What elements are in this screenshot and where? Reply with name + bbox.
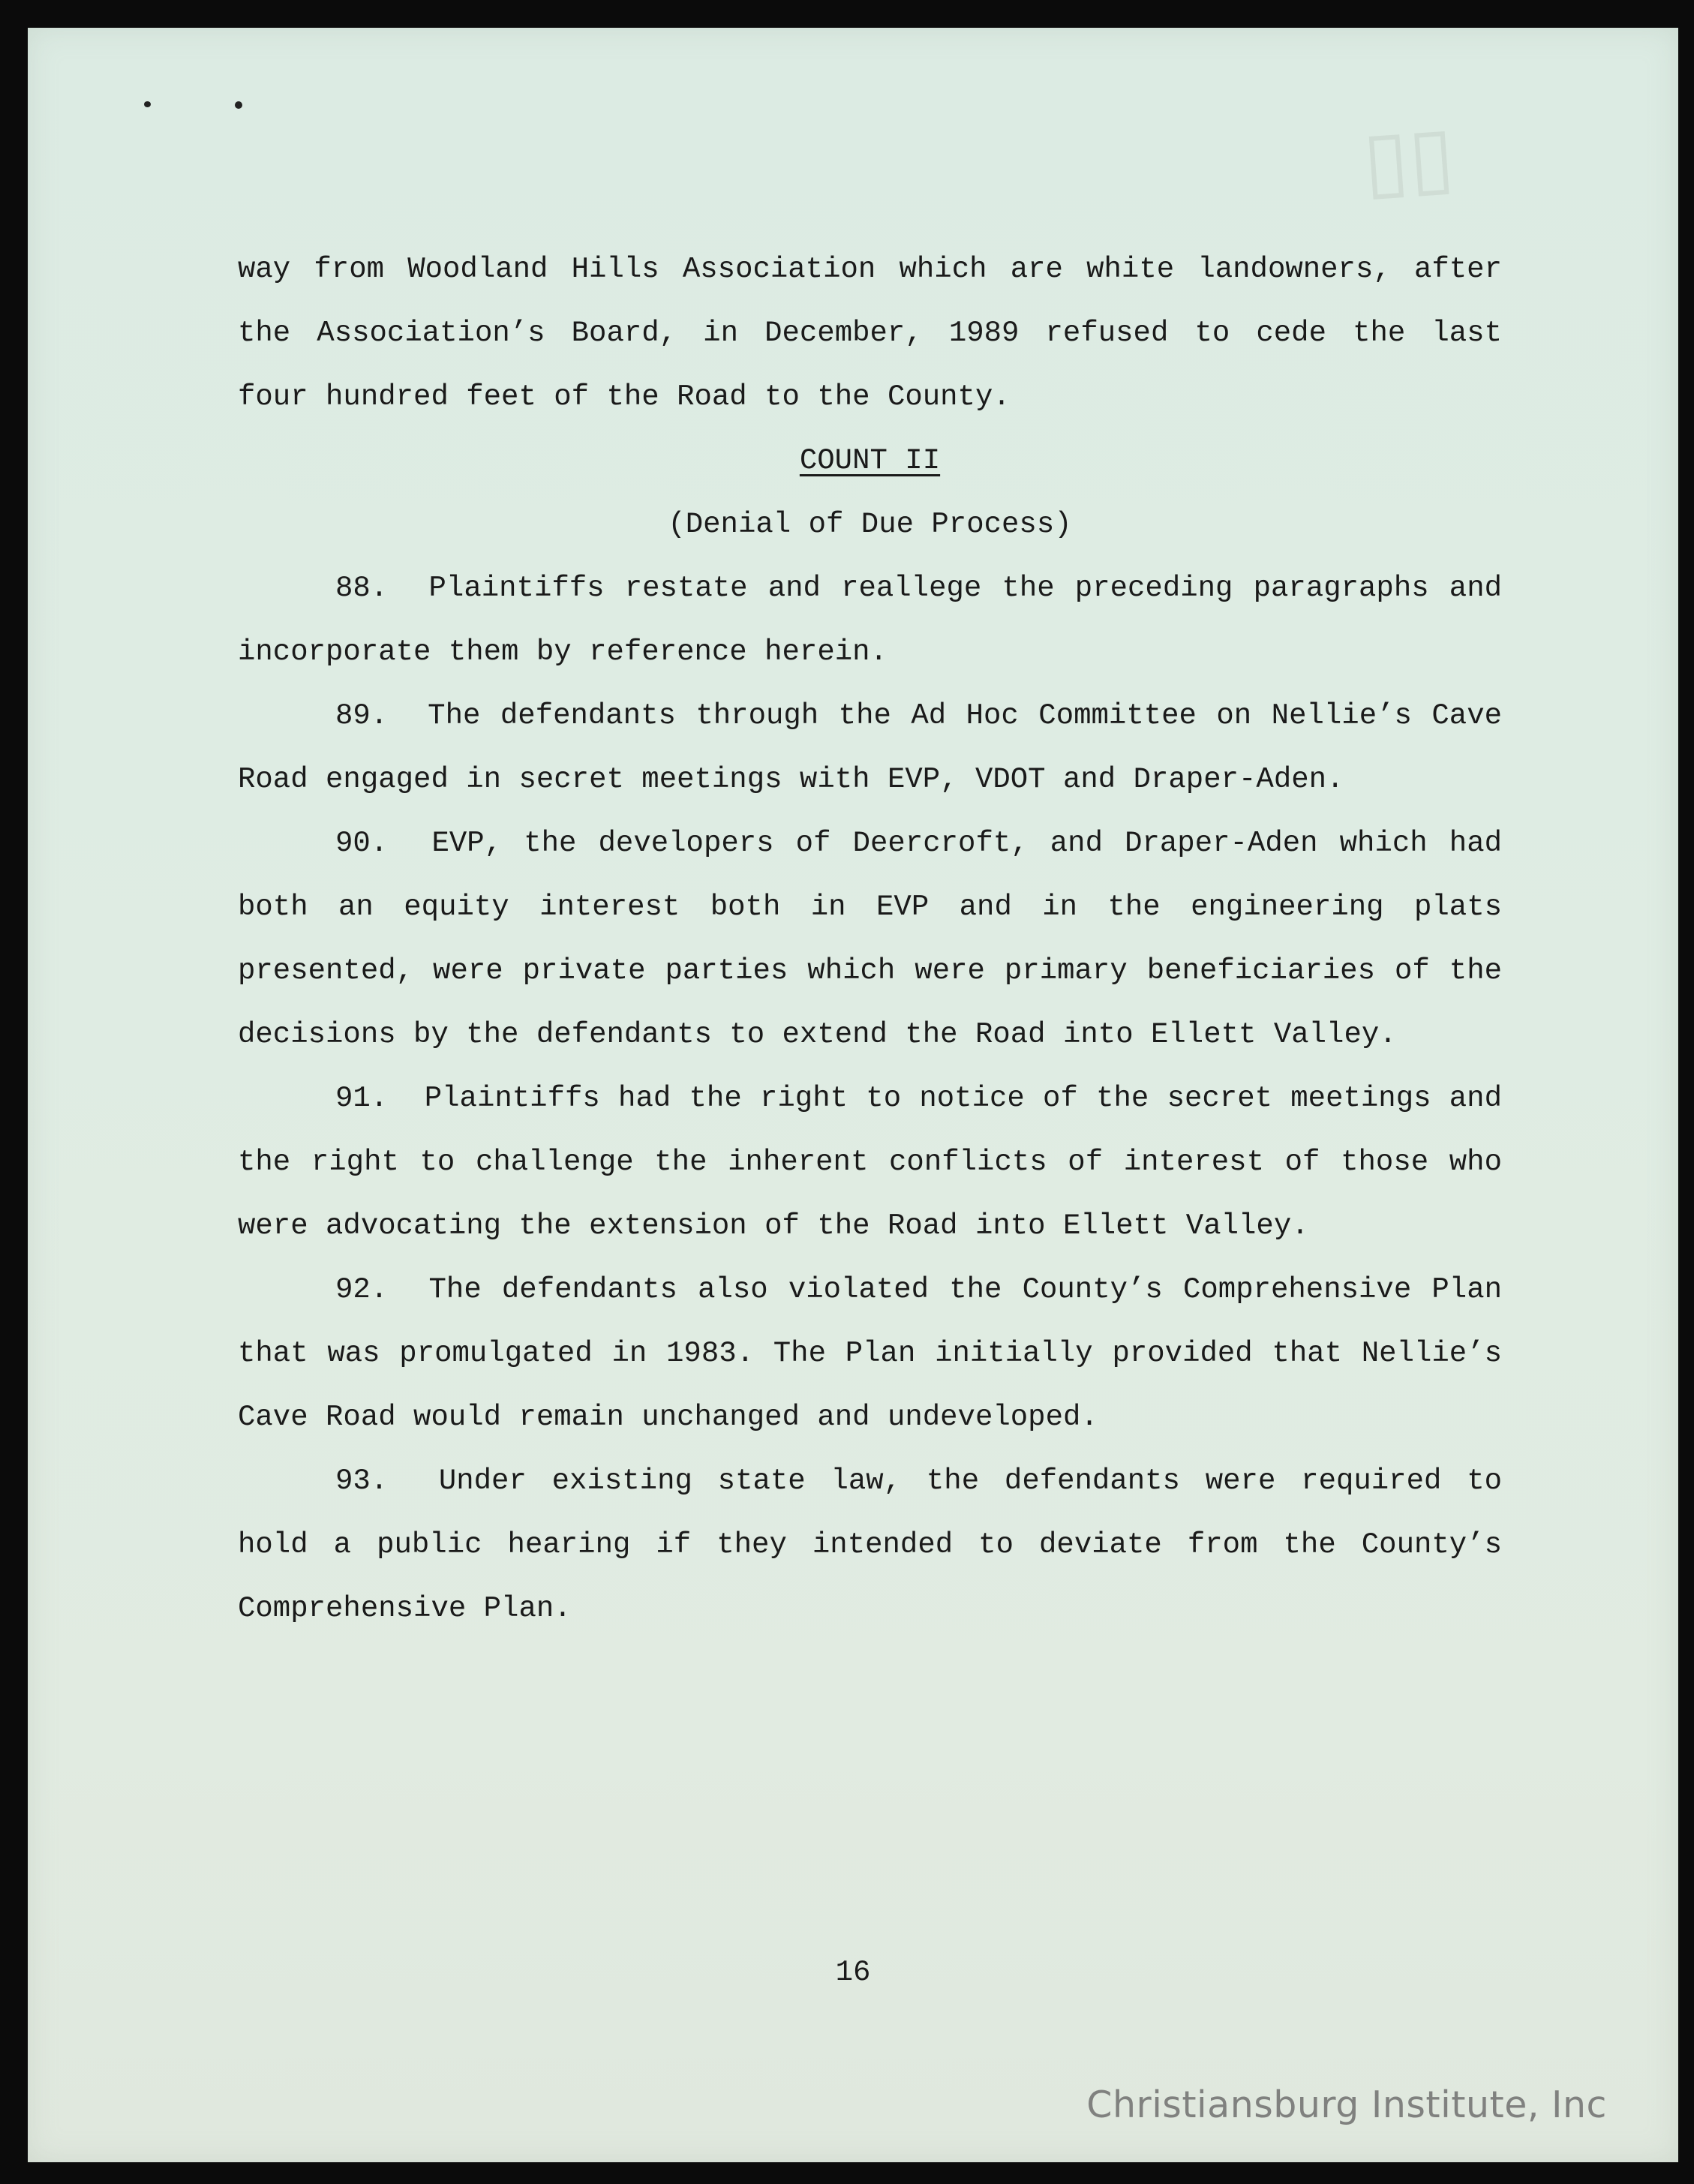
bleed-through-mark: ▯▯ <box>1359 107 1458 210</box>
paragraph-number: 91. <box>335 1082 389 1115</box>
document-body <box>238 238 1502 1641</box>
document-page <box>28 28 1678 2162</box>
punch-mark <box>144 101 151 107</box>
punch-mark <box>235 101 242 109</box>
paragraph-number: 89. <box>335 699 389 732</box>
count-subheading: (Denial of Due Process) <box>668 508 1072 541</box>
paragraph-text: Plaintiffs restate and reallege the preceding paragraphs and incorporate them by reference herein. <box>238 572 1502 668</box>
paragraph-89 <box>238 684 1502 812</box>
paragraph-number: 88. <box>335 572 389 605</box>
paragraph-text: The defendants also violated the County’s Comprehensive Plan that was promulgated in 1983. The Plan initially provided that Nellie’s Cave Road would remain unchanged and undeveloped. <box>238 1273 1502 1434</box>
paragraph-90 <box>238 812 1502 1067</box>
paragraph-92 <box>238 1258 1502 1449</box>
paragraph-number: 90. <box>335 827 389 860</box>
paragraph-number: 92. <box>335 1273 389 1306</box>
page-number: 16 <box>835 1956 871 1989</box>
paragraph-text: Under existing state law, the defendants were required to hold a public hearing if they intended to deviate from the County’s Comprehensive Plan. <box>238 1465 1502 1625</box>
paragraph-text: EVP, the developers of Deercroft, and Draper-Aden which had both an equity interest both in EVP and in the engineering plats presented, were private parties which were primary beneficiaries of the decisions by the defendants to extend the Road into Ellett Valley. <box>238 827 1503 1051</box>
count-heading: COUNT II <box>799 444 941 477</box>
paragraph-88 <box>238 557 1502 684</box>
watermark-text: Christiansburg Institute, Inc <box>1086 2083 1607 2126</box>
intro-paragraph: way from Woodland Hills Association which are white landowners, after the Association’s Board, in December, 1989 refused to cede the last four hundred feet of the Road to the County. <box>238 253 1502 413</box>
paragraph-91 <box>238 1067 1502 1258</box>
paragraph-text: The defendants through the Ad Hoc Committee on Nellie’s Cave Road engaged in secret meetings with EVP, VDOT and Draper-Aden. <box>238 699 1503 796</box>
paragraph-number: 93. <box>335 1465 389 1498</box>
paragraph-text: Plaintiffs had the right to notice of the secret meetings and the right to challenge the inherent conflicts of interest of those who were advocating the extension of the Road into Ellett Valley. <box>238 1082 1502 1242</box>
paragraph-93 <box>238 1449 1502 1641</box>
